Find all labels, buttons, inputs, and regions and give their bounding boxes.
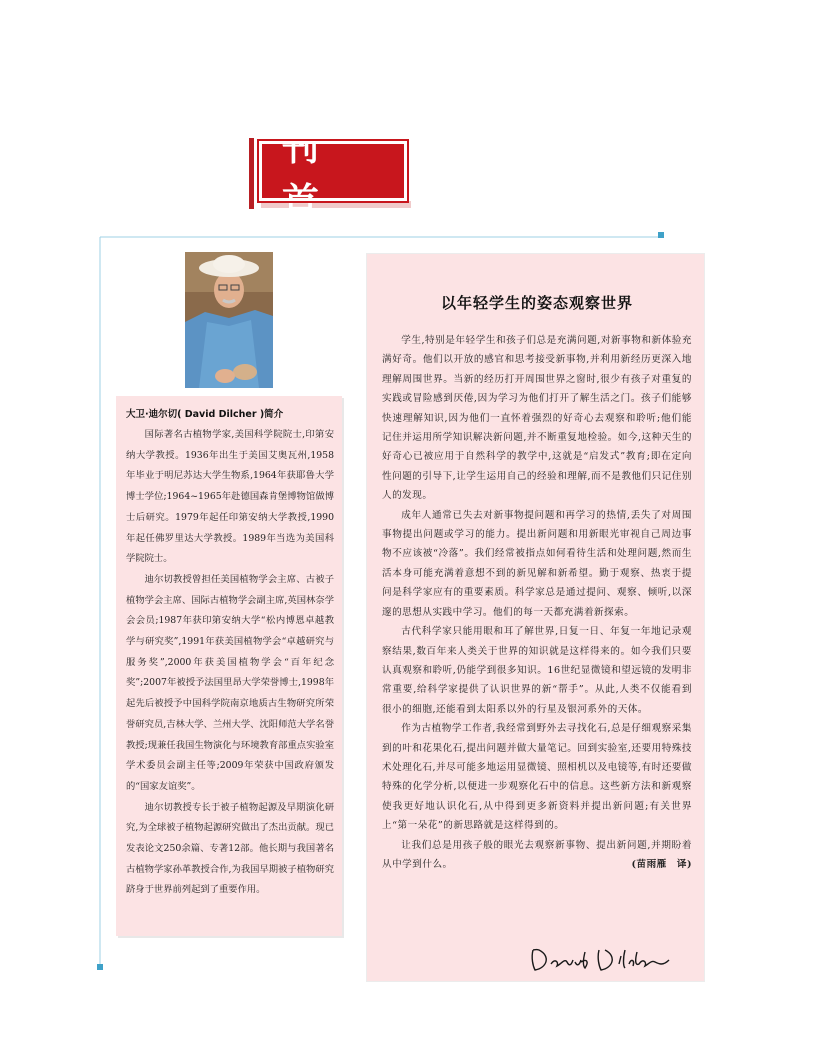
article-paragraph-last bbox=[382, 836, 692, 875]
author-signature bbox=[527, 942, 677, 976]
closing-text: 让我们总是用孩子般的眼光去观察新事物、提出新问题,并期盼着从中学到什么。 bbox=[382, 839, 692, 870]
corner-square-top-right bbox=[658, 232, 664, 238]
article-title: 以年轻学生的姿态观察世界 bbox=[440, 294, 633, 312]
header-box bbox=[259, 126, 407, 223]
author-bio-panel bbox=[116, 396, 342, 936]
article-paragraph: 成年人通常已失去对新事物提问题和再学习的热情,丢失了对周围事物提出问题或学习的能力。提出新问题和用新眼光审视自己周边事物不应该被“冷落”。我们经常被指点如何看待生活和处理问题,然而生活本身可能充满着意想不到的新见解和新希望。勤于观察、热衷于提问是科学家应有的重要素质。科学家总是通过提问、观察、倾听,以深邃的思想从实践中学习。他们的每一天都充满着新探索。 bbox=[382, 509, 692, 618]
bio-paragraph: 迪尔切教授专长于被子植物起源及早期演化研究,为全球被子植物起源研究做出了杰出贡献。现已发表论文250余篇、专著12部。他长期与我国著名古植物学家孙革教授合作,为我国早期被子植物研究跻身于世界前列起到了重要作用。 bbox=[126, 801, 334, 896]
bio-paragraph: 国际著名古植物学家,美国科学院院士,印第安纳大学教授。1936年出生于美国艾奥瓦州,1958年毕业于明尼苏达大学生物系,1964年获耶鲁大学博士学位;1964~1965年赴德国森肯堡博物馆做博士后研究。1979年起任印第安纳大学教授,1990年起任佛罗里达大学教授。1989年当选为美国科学院院士。 bbox=[126, 429, 334, 565]
corner-square-bottom-left bbox=[97, 964, 103, 970]
article-panel bbox=[366, 253, 705, 982]
article-paragraph: 古代科学家只能用眼和耳了解世界,日复一日、年复一年地记录观察结果,数百年来人类关于世界的知识就是这样得来的。如今我们只要认真观察和聆听,仍能学到很多知识。16世纪显微镜和望远镜的发明非常重要,给科学家提供了认识世界的新“帮手”。从此,人类不仅能看到很小的细胞,还能看到太阳系以外的行星及银河系外的天体。 bbox=[382, 626, 692, 715]
translator-credit: (苗雨雁 译) bbox=[631, 858, 692, 870]
article-paragraph: 学生,特别是年轻学生和孩子们总是充满问题,对新事物和新体验充满好奇。他们以开放的感官和思考接受新事物,并利用新经历更深入地理解周围世界。当新的经历打开周围世界之窗时,很少有孩子对重复的实践或冒险感到厌倦,因为学习为他们打开了解生活之门。孩子们能够快速理解知识,因为他们一直怀着强烈的好奇心去观察和聆听;他们能记住并运用所学知识解决新问题,并不断重复地检验。如今,这种天生的好奇心已被应用于自然科学的教学中,这就是“启发式”教育;即在定向性问题的引导下,让学生运用自己的经验和理解,而不是教他们只记住别人的发现。 bbox=[382, 335, 692, 502]
bio-paragraph: 迪尔切教授曾担任美国植物学会主席、古被子植物学会主席、国际古植物学会副主席,英国林奈学会会员;1987年获印第安纳大学“松内博恩卓越教学与研究奖”,1991年获美国植物学会“卓越研究与服务奖”,2000年获美国植物学会“百年纪念奖”;2007年被授予法国里昂大学荣誉博士,1998年起先后被授予中国科学院南京地质古生物研究所荣誉研究员,吉林大学、兰州大学、沈阳师范大学名誉教授;现兼任我国生物演化与环境教育部重点实验室学术委员会副主任等;2009年荣获中国政府颁发的“国家友谊奖”。 bbox=[126, 573, 334, 792]
header-accent-bar bbox=[249, 138, 254, 209]
article-paragraph: 作为古植物学工作者,我经常到野外去寻找化石,总是仔细观察采集到的叶和花果化石,提出问题并做大量笔记。回到实验室,还要用特殊技术处理化石,并尽可能多地运用显微镜、照相机以及电镜等,有时还要做特殊的化学分析,以便进一步观察化石中的信息。这些新方法和新观察使我更好地认识化石,从中得到更多新资料并提出新问题;有关世界上“第一朵花”的新思路就是这样得到的。 bbox=[382, 723, 692, 832]
bio-title: 大卫·迪尔切( David Dilcher )简介 bbox=[126, 409, 284, 420]
author-photo bbox=[185, 252, 273, 388]
header-title: 刊首 bbox=[282, 126, 345, 223]
section-header bbox=[249, 126, 411, 223]
